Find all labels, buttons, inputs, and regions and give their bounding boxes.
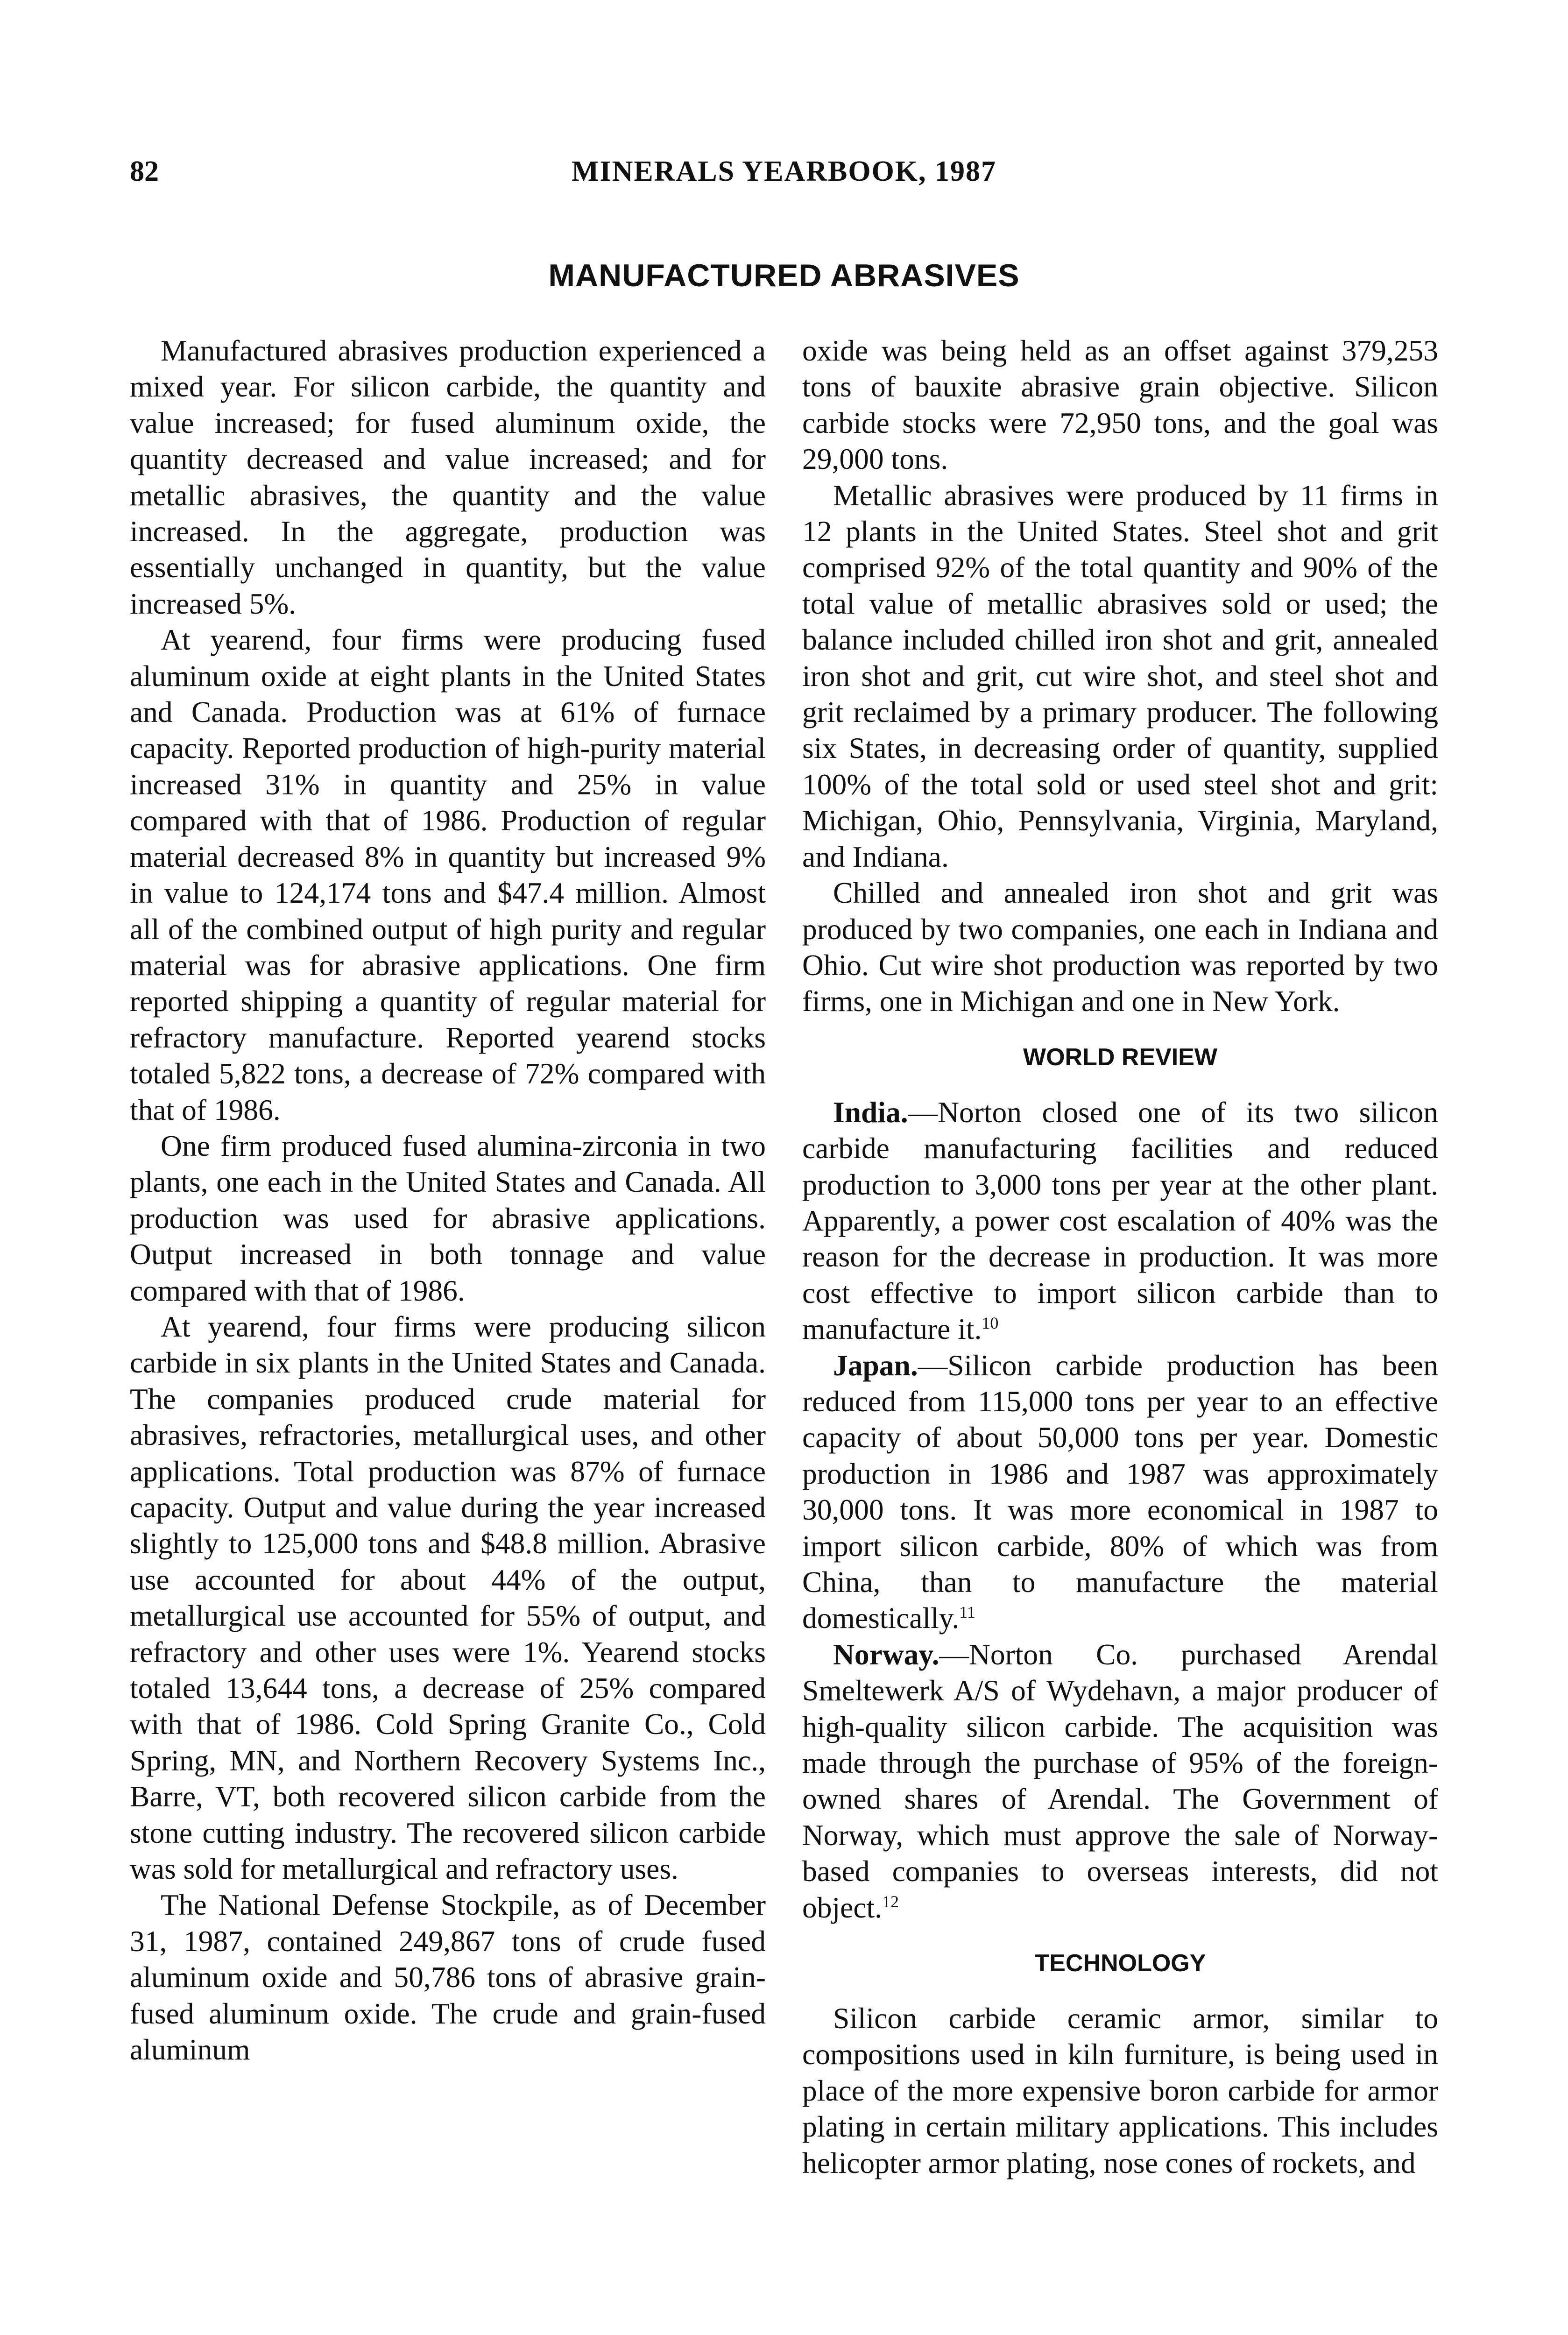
footnote-ref-12: 12 bbox=[882, 1892, 899, 1911]
india-text: —Norton closed one of its two silicon carbide manufacturing facilities and reduced production to 3,000 tons per year at the other plant. Apparently, a power cost escalation of 40% was the reason for the decrease in production. It was more cost effective to import silicon carbide than to manufacture it. bbox=[802, 1095, 1438, 1346]
footnote-ref-10: 10 bbox=[982, 1314, 999, 1332]
paragraph-fused-aluminum-oxide: At yearend, four firms were producing fused aluminum oxide at eight plants in the United States and Canada. Production was at 61% of furnace capacity. Reported production of high-purity material increased 31% in quantity and 25% in value compared with that of 1986. Production of regular material decreased 8% in quantity but increased 9% in value to 124,174 tons and $47.4 million. Almost all of the combined output of high purity and regular material was for abrasive applications. One firm reported shipping a quantity of regular material for refractory manufacture. Reported yearend stocks totaled 5,822 tons, a decrease of 72% compared with that of 1986. bbox=[130, 623, 766, 1126]
world-review-heading: WORLD REVIEW bbox=[1023, 1043, 1217, 1071]
country-label-india: India. bbox=[833, 1095, 908, 1129]
paragraph-norway bbox=[802, 1636, 1438, 1925]
norway-text: —Norton Co. purchased Arendal Smeltewerk A/S of Wydehavn, a major producer of high-quality silicon carbide. The acquisition was made through the purchase of 95% of the foreign-owned shares of Arendal. The Government of Norway, which must approve the sale of Norway-based companies to overseas interests, did not object. bbox=[802, 1637, 1438, 1924]
country-label-norway: Norway. bbox=[833, 1637, 939, 1671]
paragraph-technology: Silicon carbide ceramic armor, similar to compositions used in kiln furniture, is being used in place of the more expensive boron carbide for armor plating in certain military applications. This includes helicopter armor plating, nose cones of rockets, and bbox=[802, 2002, 1438, 2179]
running-title: MINERALS YEARBOOK, 1987 bbox=[571, 156, 997, 187]
japan-text: —Silicon carbide production has been reduced from 115,000 tons per year to an effective capacity of about 50,000 tons per year. Domestic production in 1986 and 1987 was approximately 30,000 tons. It was more economical in 1987 to import silicon carbide, 80% of which was from China, than to manufacture the material domestically. bbox=[802, 1348, 1438, 1635]
footnote-ref-11: 11 bbox=[959, 1603, 975, 1622]
paragraph-metallic-abrasives: Metallic abrasives were produced by 11 firms in 12 plants in the United States. Steel shot and grit comprised 92% of the total quantity and 90% of the total value of metallic abrasives sold or used; the balance included chilled iron shot and grit, annealed iron shot and grit, cut wire shot, and steel shot and grit reclaimed by a primary producer. The following six States, in decreasing order of quantity, supplied 100% of the total sold or used steel shot and grit: Michigan, Ohio, Pennsylvania, Virginia, Maryland, and Indiana. bbox=[802, 478, 1438, 873]
left-column bbox=[130, 333, 766, 2068]
right-column bbox=[802, 333, 1438, 2181]
paragraph-defense-stockpile: The National Defense Stockpile, as of December 31, 1987, contained 249,867 tons of crude fused aluminum oxide and 50,786 tons of abrasive grain-fused aluminum oxide. The crude and grain-fused aluminum bbox=[130, 1888, 766, 2066]
chapter-title: MANUFACTURED ABRASIVES bbox=[548, 258, 1020, 293]
running-head bbox=[0, 150, 1568, 192]
technology-heading: TECHNOLOGY bbox=[1034, 1950, 1206, 1977]
paragraph-iron-shot: Chilled and annealed iron shot and grit was produced by two companies, one each in Indiana and Ohio. Cut wire shot production was reported by two firms, one in Michigan and one in New York. bbox=[802, 876, 1438, 1018]
page-number: 82 bbox=[130, 156, 159, 187]
country-label-japan: Japan. bbox=[833, 1348, 918, 1382]
paragraph-india bbox=[802, 1094, 1438, 1347]
paragraph-stockpile-continued: oxide was being held as an offset against 379,253 tons of bauxite abrasive grain objective. Silicon carbide stocks were 72,950 tons, and the goal was 29,000 tons. bbox=[802, 334, 1438, 476]
paragraph-production-overview: Manufactured abrasives production experienced a mixed year. For silicon carbide, the quantity and value increased; for fused aluminum oxide, the quantity decreased and value increased; and for metallic abrasives, the quantity and the value increased. In the aggregate, production was essentially unchanged in quantity, but the value increased 5%. bbox=[130, 334, 766, 620]
paragraph-alumina-zirconia: One firm produced fused alumina-zirconia in two plants, one each in the United States and Canada. All production was used for abrasive applications. Output increased in both tonnage and value compared with that of 1986. bbox=[130, 1129, 766, 1307]
paragraph-silicon-carbide: At yearend, four firms were producing silicon carbide in six plants in the United States and Canada. The companies produced crude material for abrasives, refractories, metallurgical uses, and other applications. Total production was 87% of furnace capacity. Output and value during the year increased slightly to 125,000 tons and $48.8 million. Abrasive use accounted for about 44% of the output, metallurgical use accounted for 55% of output, and refractory and other uses were 1%. Yearend stocks totaled 13,644 tons, a decrease of 25% compared with that of 1986. Cold Spring Granite Co., Cold Spring, MN, and Northern Recovery Systems Inc., Barre, VT, both recovered silicon carbide from the stone cutting industry. The recovered silicon carbide was sold for metallurgical and refractory uses. bbox=[130, 1309, 766, 1886]
paragraph-japan bbox=[802, 1347, 1438, 1636]
